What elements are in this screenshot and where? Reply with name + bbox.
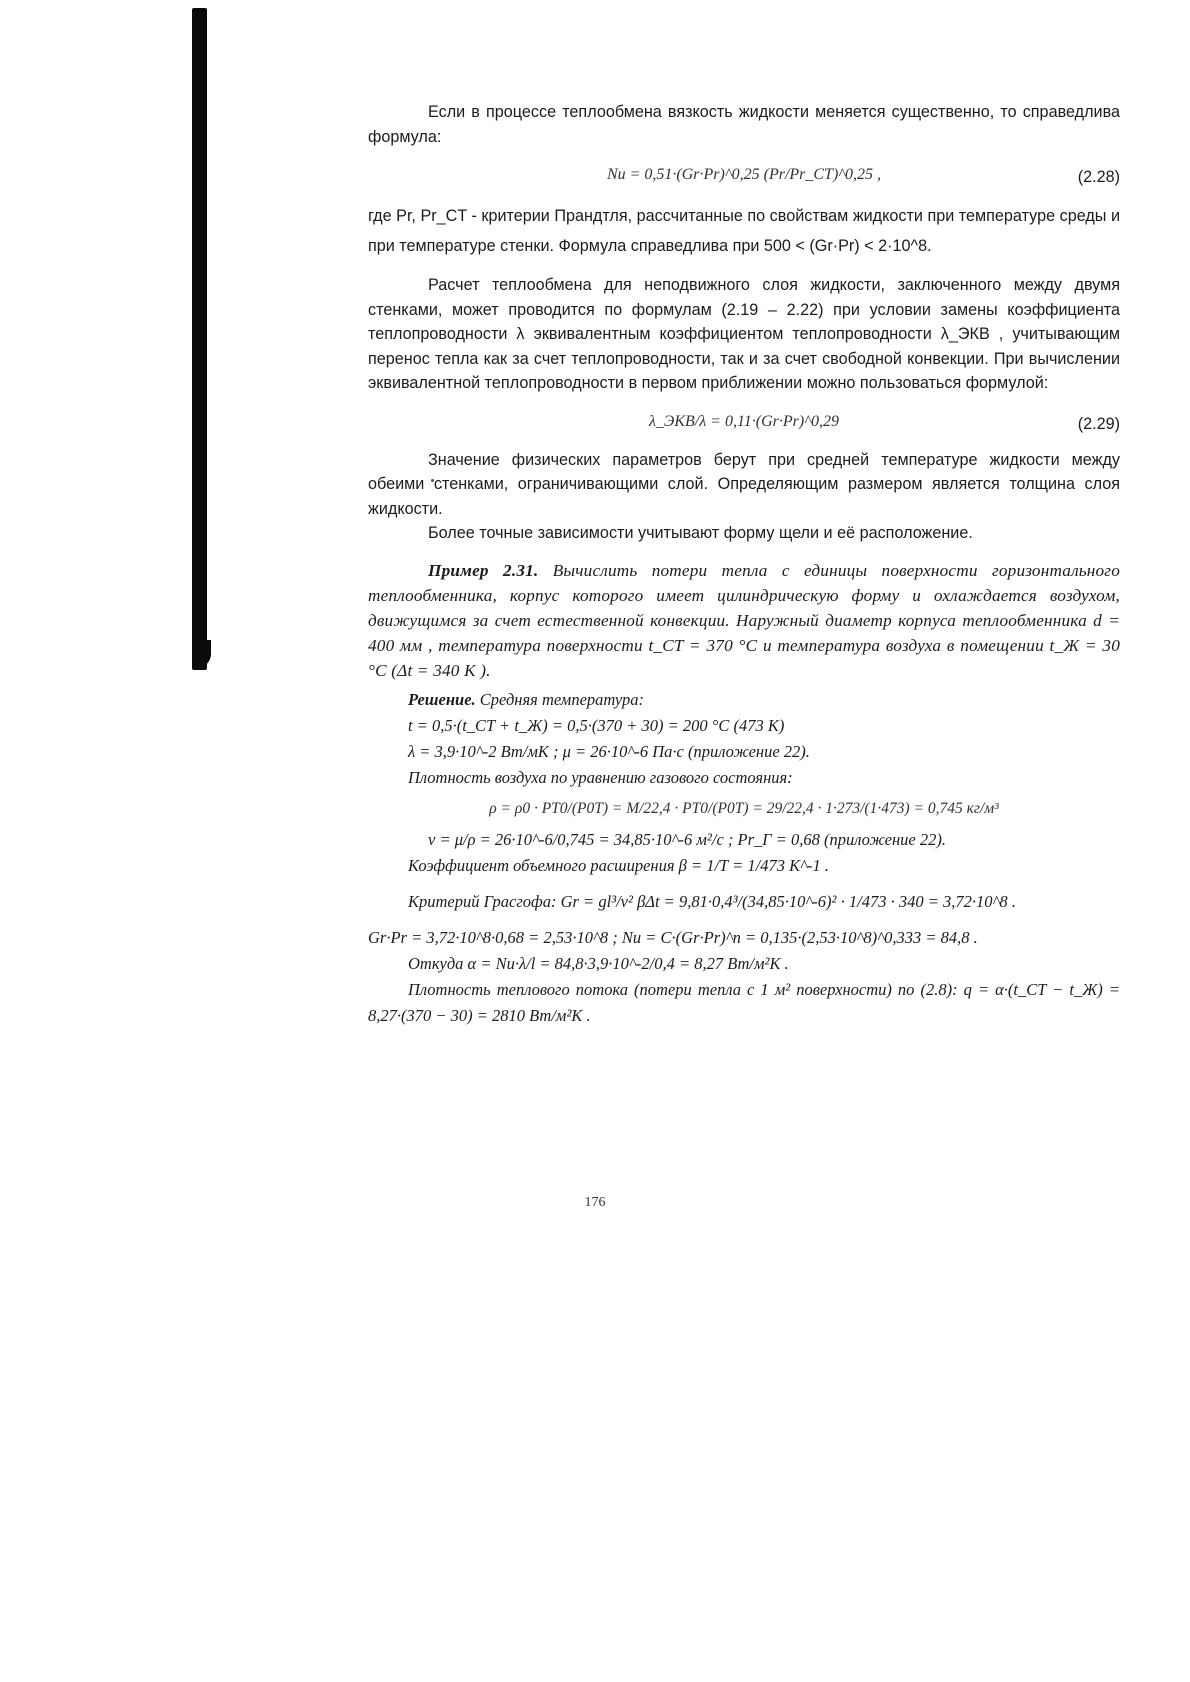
page-content: [368, 100, 1120, 1029]
equation-body: λ_ЭКВ/λ = 0,11·(Gr·Pr)^0,29: [649, 412, 839, 430]
scan-binding-shadow: [192, 8, 207, 670]
paragraph-prandtl: где Pr, Pr_CT - критерии Прандтля, рассчитанные по свойствам жидкости при температуре среды и при температуре стенки. Формула справедлива при 500 < (Gr·Pr) < 2·10^8.: [368, 207, 1120, 255]
paragraph-intro: Если в процессе теплообмена вязкость жидкости меняется существенно, то справедлива формула:: [368, 103, 1120, 146]
paragraph-layer: Расчет теплообмена для неподвижного слоя жидкости, заключенного между двумя стенками, может проводится по формулам (2.19 – 2.22) при условии замены коэффициента теплопроводности λ эквивалентным коэффициентом теплопроводности λ_ЭКВ , учитывающим перенос тепла как за счет теплопроводности, так и за счет свободной конвекции. При вычислении эквивалентной теплопроводности в первом приближении можно пользоваться формулой:: [368, 276, 1120, 392]
paragraph-precise: Более точные зависимости учитывают форму щели и её расположение.: [428, 524, 973, 542]
solution-line: Gr·Pr = 3,72·10^8·0,68 = 2,53·10^8 ; Nu = C·(Gr·Pr)^n = 0,135·(2,53·10^8)^0,333 = 84,8 .: [368, 928, 978, 947]
equation-2-29: [368, 404, 1120, 440]
solution-line: Средняя температура:: [479, 689, 644, 709]
solution-heading-line: [408, 687, 1120, 713]
solution-line: Откуда α = Nu·λ/l = 84,8·3,9·10^-2/0,4 = 8,27 Вт/м²К .: [408, 954, 789, 973]
solution-line: t = 0,5·(t_CT + t_Ж) = 0,5·(370 + 30) = 200 °C (473 K): [408, 715, 785, 735]
equation-2-28: [368, 157, 1120, 193]
equation-number: (2.29): [1077, 414, 1120, 433]
page-number: 176: [584, 1195, 606, 1210]
solution-line: λ = 3,9·10^-2 Вт/мК ; μ = 26·10^-6 Па·с (приложение 22).: [408, 741, 810, 761]
solution-line: Коэффициент объемного расширения β = 1/T = 1/473 K^-1 .: [408, 856, 830, 875]
solution-line: Плотность воздуха по уравнению газового состояния:: [408, 767, 793, 787]
solution-label: Решение.: [408, 689, 476, 709]
scan-binding-hook: [194, 640, 211, 668]
solution-line: Плотность теплового потока (потери тепла с 1 м² поверхности) по (2.8): q = α·(t_CT − t_Ж) = 8,27·(370 − 30) = 2810 Вт/м²К .: [368, 980, 1120, 1025]
equation-number: (2.28): [1077, 168, 1120, 186]
example-block: [368, 558, 1120, 683]
example-text: Вычислить потери тепла с единицы поверхности горизонтального теплообменника, корпус которого имеет цилиндрическую форму и охлаждается воздухом, движущимся за счет естественной конвекции. Наружный диаметр корпуса теплообменника d = 400 мм , температура поверхности t_CT = 370 °C и температура воздуха в помещении t_Ж = 30 °C (Δt = 340 K ).: [368, 560, 1121, 680]
equation-body: Nu = 0,51·(Gr·Pr)^0,25 (Pr/Pr_CT)^0,25 ,: [606, 166, 882, 183]
grashof-formula: Критерий Грасгофа: Gr = gl³/ν² βΔt = 9,81·0,4³/(34,85·10^-6)² · 1/473 · 340 = 3,72·10^8 .: [408, 892, 1016, 911]
paragraph-params: Значение физических параметров берут при средней температуре жидкости между обеими стенками, ограничивающими слой. Определяющим размером является толщина слоя жидкости.: [368, 450, 1120, 518]
density-formula: ρ = ρ0 · PT0/(P0T) = M/22,4 · PT0/(P0T) = 29/22,4 · 1·273/(1·473) = 0,745 кг/м³: [489, 799, 999, 817]
solution-line: ν = μ/ρ = 26·10^-6/0,745 = 34,85·10^-6 м²/с ; Pr_Г = 0,68 (приложение 22).: [428, 830, 946, 849]
example-title: Пример 2.31.: [428, 560, 539, 580]
